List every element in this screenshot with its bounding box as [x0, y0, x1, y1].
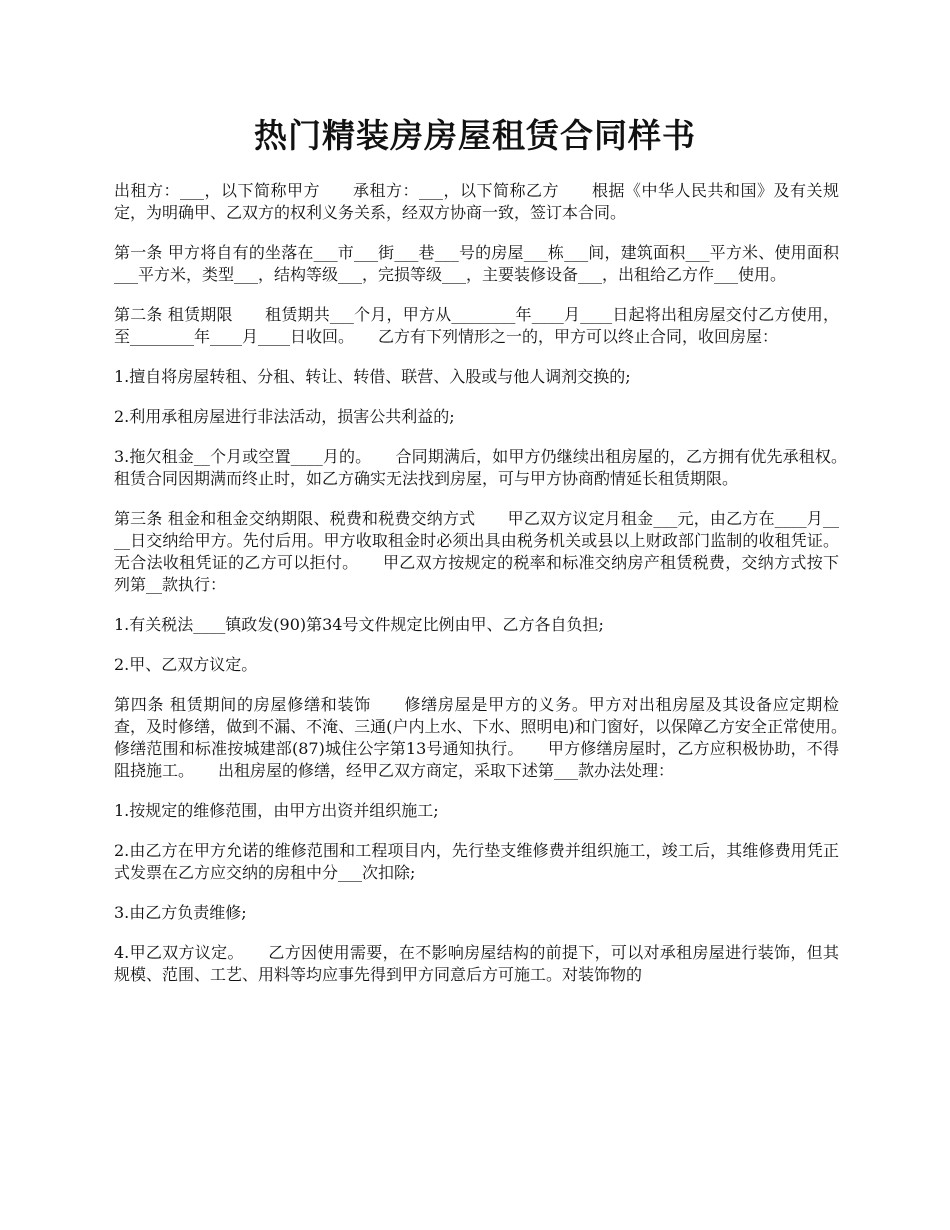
paragraph-article-1: 第一条 甲方将自有的坐落在___市___街___巷___号的房屋___栋___间，建筑面积___平方米、使用面积___平方米，类型___，结构等级___，完损等级___，主要装修设备___，出租给乙方作___使用。	[114, 243, 839, 284]
list-item: 1.擅自将房屋转租、分租、转让、转借、联营、入股或与他人调剂交换的;	[114, 367, 631, 386]
list-item: 2.甲、乙双方议定。	[114, 655, 258, 674]
list-item: 1.按规定的维修范围，由甲方出资并组织施工;	[114, 801, 439, 820]
list-item: 2.由乙方在甲方允诺的维修范围和工程项目内，先行垫支维修费并组织施工，竣工后，其维修费用凭正式发票在乙方应交纳的房租中分___次扣除;	[114, 841, 839, 882]
list-item: 3.拖欠租金__个月或空置____月的。 合同期满后，如甲方仍继续出租房屋的，乙方拥有优先承租权。 租赁合同因期满而终止时，如乙方确实无法找到房屋，可与甲方协商酌情延长租赁期限。	[114, 447, 872, 488]
document-title: 热门精装房房屋租赁合同样书	[254, 116, 696, 155]
paragraph-article-2: 第二条 租赁期限 租赁期共___个月，甲方从________年____月____日起将出租房屋交付乙方使用，至________年____月____日收回。 乙方有下列情形之一的，甲方可以终止合同，收回房屋：	[114, 305, 839, 346]
document-body	[114, 180, 872, 1004]
paragraph-article-3: 第三条 租金和租金交纳期限、税费和税费交纳方式 甲乙双方议定月租金___元，由乙方在____月____日交纳给甲方。先付后用。甲方收取租金时必须出具由税务机关或县以上财政部门监制的收租凭证。无合法收租凭证的乙方可以拒付。 甲乙双方按规定的税率和标准交纳房产租赁税费，交纳方式按下列第__款执行：	[114, 509, 839, 594]
list-item: 4.甲乙双方议定。 乙方因使用需要，在不影响房屋结构的前提下，可以对承租房屋进行装饰，但其规模、范围、工艺、用料等均应事先得到甲方同意后方可施工。对装饰物的	[114, 943, 839, 984]
list-item: 1.有关税法____镇政发(90)第34号文件规定比例由甲、乙方各自负担;	[114, 615, 604, 634]
list-item: 3.由乙方负责维修;	[114, 903, 247, 922]
paragraph-parties: 出租方：___，以下简称甲方 承租方：___，以下简称乙方 根据《中华人民共和国》及有关规定，为明确甲、乙双方的权利义务关系，经双方协商一致，签订本合同。	[114, 181, 839, 222]
list-item: 2.利用承租房屋进行非法活动，损害公共利益的;	[114, 407, 455, 426]
paragraph-article-4: 第四条 租赁期间的房屋修缮和装饰 修缮房屋是甲方的义务。甲方对出租房屋及其设备应定期检查，及时修缮，做到不漏、不淹、三通(户内上水、下水、照明电)和门窗好，以保障乙方安全正常使用。 修缮范围和标准按城建部(87)城住公字第13号通知执行。 甲方修缮房屋时，乙方应积极协助，不得阻挠施工。 出租房屋的修缮，经甲乙双方商定，采取下述第___款办法处理：	[114, 695, 872, 780]
